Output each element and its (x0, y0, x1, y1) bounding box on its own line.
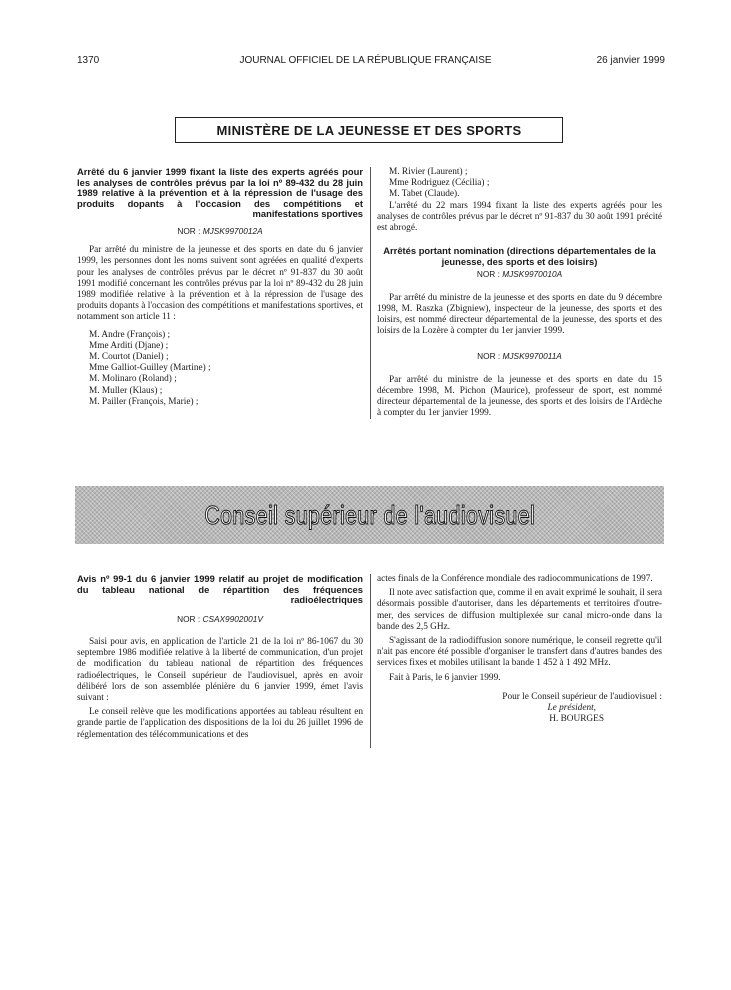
nomination-ardeche: Par arrêté du ministre de la jeunesse et des sports en date du 15 décembre 1998, M. Pichon (Maurice), professeur de sport, est nommé directeur départemental de la jeunesse, des sports et des loisirs de l'Ardèche à compter du 1er janvier 1999. (377, 374, 662, 419)
column-divider (370, 574, 371, 748)
issue-date: 26 janvier 1999 (596, 55, 665, 66)
experts-list-continued (377, 167, 662, 201)
nor-label: NOR : (477, 351, 501, 362)
experts-list (77, 330, 363, 408)
csa-banner-title: Conseil supérieur de l'audiovisuel (204, 499, 535, 530)
avis-paragraph: actes finals de la Conférence mondiale des radiocommunications de 1997. (377, 574, 653, 584)
signature-role-text: Le président, (547, 703, 596, 714)
avis-paragraph: Saisi pour avis, en application de l'article 21 de la loi nº 86-1067 du 30 septembre 1986 modifiée relative à la liberté de communication, d'un projet de modification du tableau national de répartition des fréquences radioélectriques, le Conseil supérieur de l'audiovisuel, après en avoir délibéré lors de son assemblée plénière du 6 janvier 1999, émet l'avis suivant : (77, 636, 363, 703)
list-item: M. Pailler (François, Marie) ; (89, 396, 199, 407)
journal-title: JOURNAL OFFICIEL DE LA RÉPUBLIQUE FRANÇAISE (239, 55, 492, 66)
nomination-lozere: Par arrêté du ministre de la jeunesse et des sports en date du 9 décembre 1998, M. Raszka (Zbigniew), inspecteur de la jeunesse, des sports et des loisirs, est nommé directeur départemental de la jeunesse, des sports et des loisirs de la Lozère à compter du 1er janvier 1999. (377, 292, 662, 337)
avis-paragraph: Il note avec satisfaction que, comme il en avait exprimé le souhait, il sera désormais possible d'autoriser, dans les départements et territoires d'outre-mer, des services de diffusion multiplexée sur canal micro-onde dans la bande des 2,5 GHz. (377, 588, 662, 632)
nor-label: NOR : (476, 269, 500, 280)
avis-paragraph: S'agissant de la radiodiffusion sonore numérique, le conseil regrette qu'il n'ait pas encore été possible d'organiser le transfert dans d'autres bandes des services fixes et mobiles utilisant la bande 1 452 à 1 492 MHz. (377, 636, 662, 669)
nor-label: NOR : (177, 613, 201, 624)
csa-banner (75, 486, 664, 544)
list-item: M. Andre (François) ; (89, 329, 171, 340)
nor-reference (77, 226, 363, 237)
list-item: M. Muller (Klaus) ; (89, 385, 163, 396)
list-item: Mme Arditi (Djane) ; (89, 340, 169, 351)
avis-paragraph: Le conseil relève que les modifications apportées au tableau résultent en grande partie de l'application des dispositions de la loi du 26 juillet 1996 de réglementation des télécommunications et des (77, 707, 363, 740)
list-item: M. Rivier (Laurent) ; (389, 167, 468, 177)
nor-code: MJSK9970012A (202, 225, 263, 236)
arrete-experts-title: Arrêté du 6 janvier 1999 fixant la liste des experts agréés pour les analyses de contrôles prévus par la loi nº 89-432 du 28 juin 1989 relative à la prévention et à la répression de l'usage des produits dopants à l'occasion des compétitions et manifestations sportives (77, 166, 363, 220)
page-number: 1370 (77, 55, 100, 66)
signature-for: Pour le Conseil supérieur de l'audiovisuel : (502, 691, 662, 702)
list-item: M. Tabet (Claude). (389, 189, 460, 200)
avis-title: Avis nº 99-1 du 6 janvier 1999 relatif au projet de modification du tableau national de répartition des fréquences radioélectriques (77, 573, 363, 606)
nor-label: NOR : (177, 225, 201, 236)
list-item: M. Courtot (Daniel) ; (89, 352, 169, 362)
list-item: M. Molinaro (Roland) ; (89, 374, 177, 385)
avis-column-left (77, 574, 363, 741)
arretes-nomination-column (377, 167, 662, 419)
arretes-nomination-title: Arrêtés portant nomination (directions départementales de la jeunesse, des sports et des loisirs) (383, 245, 656, 267)
list-item: Mme Rodriguez (Cécilia) ; (389, 178, 490, 189)
arrete-experts-body: Par arrêté du ministre de la jeunesse et des sports en date du 6 janvier 1999, les personnes dont les noms suivent sont agréées en qualité d'experts pour les analyses de contrôles prévus par le décret nº 91-837 du 30 août 1991 modifié concernant les contrôles prévus par la loi nº 89-432 du 28 juin 1989 modifiée relative à la prévention et à la répression de l'usage des produits dopants à l'occasion des compétitions et manifestations sportives, et notamment son article 11 : (77, 245, 363, 323)
column-divider (370, 167, 371, 419)
done-at: Fait à Paris, le 6 janvier 1999. (389, 672, 501, 683)
nor-code: MJSK9970011A (502, 351, 562, 362)
ministry-heading (175, 117, 563, 143)
list-item: Mme Galliot-Guilley (Martine) ; (89, 363, 211, 374)
repeal-paragraph: L'arrêté du 22 mars 1994 fixant la liste des experts agréés pour les analyses de contrôles prévus par le décret nº 91-837 du 30 août 1991 précité est abrogé. (377, 200, 662, 234)
nor-code: MJSK9970010A (502, 269, 563, 280)
ministry-title: MINISTÈRE DE LA JEUNESSE ET DES SPORTS (216, 122, 522, 138)
nor-reference (377, 269, 662, 280)
nor-reference (77, 614, 363, 625)
avis-column-right (377, 574, 662, 725)
signature-role (377, 703, 662, 714)
arrete-experts-column (77, 167, 363, 408)
signature-name: H. BOURGES (549, 714, 604, 725)
nor-reference (377, 351, 662, 362)
nor-code: CSAX9902001V (202, 613, 263, 624)
